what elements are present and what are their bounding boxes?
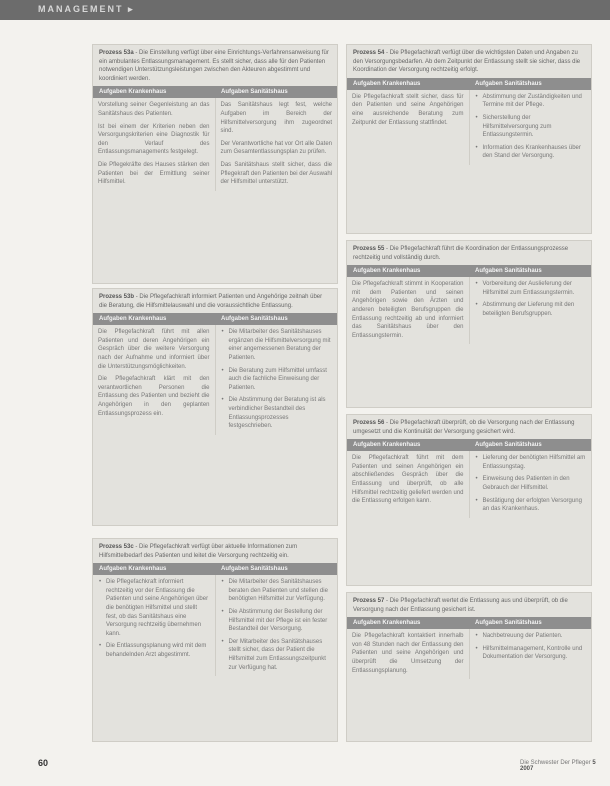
table-header bbox=[347, 265, 591, 277]
task-item: Ist bei einem der Kriterien neben den Versorgungskriterien eine Diagnostik für den Verlauf des Entlassungsmanagements festgelegt. bbox=[98, 123, 210, 156]
task-item: • Abstimmung der Lieferung mit den beteiligten Berufsgruppen. bbox=[483, 301, 587, 318]
table-header bbox=[93, 86, 337, 98]
process-description: - Die Pflegefachkraft überprüft, ob die Versorgung nach der Entlassung umgesetzt und die Kontinuität der Versorgung gesichert wird. bbox=[353, 420, 575, 435]
task-item: • Vorbereitung der Auslieferung der Hilfsmittel zum Entlassungstermin. bbox=[483, 280, 587, 297]
col-header-supply-store: Aufgaben Sanitätshaus bbox=[475, 268, 542, 275]
col-header-supply-store: Aufgaben Sanitätshaus bbox=[221, 316, 288, 323]
col-header-hospital: Aufgaben Krankenhaus bbox=[353, 80, 421, 87]
col-header-hospital: Aufgaben Krankenhaus bbox=[99, 566, 167, 573]
process-57-box bbox=[346, 592, 592, 742]
process-description: - Die Einstellung verfügt über eine Einrichtungs-Verfahrensanweisung für ein ambulantes Entlassungsmanagement. Es stellt sicher, dass alle für den Patienten notwendigen Unterstützungsleistungen zwischen den Akteuren abgestimmt und koordiniert werden. bbox=[99, 50, 329, 82]
process-label: Prozess 53a bbox=[99, 50, 134, 56]
supply-store-tasks bbox=[215, 325, 338, 435]
journal-name: Die Schwester Der Pfleger bbox=[520, 760, 591, 766]
task-item: Die Pflegefachkraft stimmt in Kooperation mit dem Patienten und seinen Angehörigen sowie den Ärzten und anderen beteiligten Berufsgruppen die Entlassung rechtzeitig ab und informiert das Sanitätshaus über den Entlassungstermin. bbox=[352, 281, 464, 339]
process-label: Prozess 57 bbox=[353, 598, 385, 604]
hospital-tasks bbox=[347, 90, 469, 165]
top-bar bbox=[0, 0, 610, 20]
col-header-hospital: Aufgaben Krankenhaus bbox=[99, 89, 167, 96]
task-item: Der Verantwortliche hat vor Ort alle Daten zum Gesamtentlassungsplan zu prüfen. bbox=[220, 140, 332, 156]
page-number: 60 bbox=[38, 758, 49, 768]
task-item: Die Pflegefachkraft klärt mit den verantwortlichen Personen die Entlassung des Patienten und bezieht die Angehörigen in den geplanten Entlassungsprozess ein. bbox=[98, 376, 210, 417]
hospital-tasks bbox=[347, 277, 469, 344]
hospital-tasks bbox=[347, 629, 469, 679]
table-header bbox=[347, 439, 591, 451]
task-item: Die Pflegekräfte des Hauses stärken den Patienten bei der Ermittlung seiner Hilfsmittel. bbox=[98, 161, 210, 186]
process-description: - Die Pflegefachkraft führt die Koordination der Entlassungsprozesse rechtzeitig und vollständig durch. bbox=[353, 246, 569, 261]
supply-store-tasks bbox=[215, 98, 338, 190]
task-item: • Die Pflegefachkraft informiert rechtzeitig vor der Entlassung die Patienten und seine Angehörigen über die benötigten Hilfsmittel und stellt fest, ob das Sanitätshaus eine Versorgung rechtzeitig übernehmen kann. bbox=[106, 578, 210, 638]
supply-store-tasks bbox=[469, 90, 592, 165]
col-header-hospital: Aufgaben Krankenhaus bbox=[353, 442, 421, 449]
task-item: • Bestätigung der erfolgten Versorgung an das Krankenhaus. bbox=[483, 497, 587, 514]
task-item: • Die Mitarbeiter des Sanitätshauses beraten den Patienten und stellen die benötigten Hilfsmittel zur Verfügung. bbox=[229, 578, 333, 604]
task-item: • Die Abstimmung der Beratung ist als verbindlicher Bestandteil des Entlassungsprozesses festgeschrieben. bbox=[229, 396, 333, 430]
hospital-tasks bbox=[93, 98, 215, 190]
process-53b-box bbox=[92, 288, 338, 526]
task-item: • Information des Krankenhauses über den Stand der Versorgung. bbox=[483, 144, 587, 161]
task-item: • Die Abstimmung der Bestellung der Hilfsmittel mit der Pflege ist ein fester Bestandteil der Versorgung. bbox=[229, 608, 333, 634]
task-item: • Der Mitarbeiter des Sanitätshauses stellt sicher, dass der Patient die Hilfsmittel zum Entlassungszeitpunkt zur Verfügung hat. bbox=[229, 638, 333, 672]
process-description: - Die Pflegefachkraft informiert Patienten und Angehörige zeitnah über die Beratung, die Hilfsmittelauswahl und die voraussichtliche Entlassung. bbox=[99, 294, 323, 309]
col-header-supply-store: Aufgaben Sanitätshaus bbox=[221, 566, 288, 573]
process-label: Prozess 54 bbox=[353, 50, 385, 56]
process-55-box bbox=[346, 240, 592, 408]
process-label: Prozess 53b bbox=[99, 294, 135, 300]
table-header bbox=[347, 617, 591, 629]
col-header-supply-store: Aufgaben Sanitätshaus bbox=[475, 442, 542, 449]
process-53c-box bbox=[92, 538, 338, 742]
task-item: Das Sanitätshaus legt fest, welche Aufgaben im Bereich der Hilfsmittelversorgung ihm zugeordnet sind. bbox=[220, 102, 332, 135]
hospital-tasks bbox=[93, 575, 215, 676]
process-label: Prozess 55 bbox=[353, 246, 385, 252]
col-header-hospital: Aufgaben Krankenhaus bbox=[353, 620, 421, 627]
process-label: Prozess 56 bbox=[353, 420, 385, 426]
task-item: • Einweisung des Patienten in den Gebrauch der Hilfsmittel. bbox=[483, 475, 587, 492]
table-header bbox=[93, 563, 337, 575]
process-description: - Die Pflegefachkraft wertet die Entlassung aus und überprüft, ob die Versorgung nach der Entlassung gesichert ist. bbox=[353, 598, 568, 613]
journal-issue: 5 2007 bbox=[520, 760, 596, 772]
task-item: • Lieferung der benötigten Hilfsmittel am Entlassungstag. bbox=[483, 454, 587, 471]
task-item: • Die Beratung zum Hilfsmittel umfasst auch die fachliche Einweisung der Patienten. bbox=[229, 367, 333, 393]
task-item: • Sicherstellung der Hilfsmittelversorgung zum Entlassungstermin. bbox=[483, 114, 587, 140]
journal-footer bbox=[520, 760, 610, 772]
table-header bbox=[347, 78, 591, 90]
task-item: • Nachbetreuung der Patienten. bbox=[483, 632, 587, 641]
task-item: Die Pflegefachkraft kontaktiert innerhalb von 48 Stunden nach der Entlassung den Patienten und seine Angehörigen und überprüft die Umsetzung der Entlassungsplanung. bbox=[352, 633, 464, 674]
col-header-supply-store: Aufgaben Sanitätshaus bbox=[221, 89, 288, 96]
task-item: Vorstellung seiner Gegenleistung an das Sanitätshaus des Patienten. bbox=[98, 102, 210, 117]
supply-store-tasks bbox=[469, 629, 592, 679]
supply-store-tasks bbox=[469, 451, 592, 518]
task-item: Das Sanitätshaus stellt sicher, dass die Pflegekraft den Patienten bei der Auswahl der Hilfsmittel unterstützt. bbox=[220, 161, 332, 186]
hospital-tasks bbox=[347, 451, 469, 518]
task-item: Die Pflegefachkraft führt mit dem Patienten und seinen Angehörigen ein abschließendes Gespräch über die Entlassung und überprüft, ob alle Hilfsmittel rechtzeitig geliefert werden und die Entlassung erfolgen kann. bbox=[352, 455, 464, 505]
supply-store-tasks bbox=[469, 277, 592, 344]
task-item: Die Pflegefachkraft stellt sicher, dass für den Patienten und seine Angehörigen eine ausreichende Beratung zum Zeitpunkt der Entlassung stattfindet. bbox=[352, 93, 464, 126]
process-label: Prozess 53c bbox=[99, 544, 134, 550]
supply-store-tasks bbox=[215, 575, 338, 676]
process-description: - Die Pflegefachkraft verfügt über die wichtigsten Daten und Angaben zu den Versorgungsbedarfen. Ab dem Zeitpunkt der Entlassung stellt sie sicher, dass die Koordination der Versorgung rechtzeitig erfolgt. bbox=[353, 50, 581, 74]
table-header bbox=[93, 313, 337, 325]
col-header-hospital: Aufgaben Krankenhaus bbox=[353, 268, 421, 275]
task-item: • Hilfsmittelmanagement, Kontrolle und Dokumentation der Versorgung. bbox=[483, 645, 587, 662]
hospital-tasks bbox=[93, 325, 215, 435]
process-53a-box bbox=[92, 44, 338, 284]
task-item: • Abstimmung der Zuständigkeiten und Termine mit der Pflege. bbox=[483, 93, 587, 110]
task-item: Die Pflegefachkraft führt mit allen Patienten und deren Angehörigen ein Gespräch über die weitere Versorgung nach der Aufnahme und informiert über die Unterstützungsmöglichkeiten. bbox=[98, 329, 210, 370]
section-label: MANAGEMENT ▸ bbox=[38, 4, 135, 14]
col-header-supply-store: Aufgaben Sanitätshaus bbox=[475, 620, 542, 627]
process-description: - Die Pflegefachkraft verfügt über aktuelle Informationen zum Hilfsmittelbedarf des Patienten und leitet die Versorgung rechtzeitig ein. bbox=[99, 544, 298, 559]
task-item: • Die Entlassungsplanung wird mit dem behandelnden Arzt abgestimmt. bbox=[106, 642, 210, 659]
process-56-box bbox=[346, 414, 592, 586]
task-item: • Die Mitarbeiter des Sanitätshauses ergänzen die Hilfsmittelversorgung mit einer angemessenen Beratung der Patienten. bbox=[229, 328, 333, 362]
col-header-supply-store: Aufgaben Sanitätshaus bbox=[475, 80, 542, 87]
col-header-hospital: Aufgaben Krankenhaus bbox=[99, 316, 167, 323]
process-54-box bbox=[346, 44, 592, 234]
